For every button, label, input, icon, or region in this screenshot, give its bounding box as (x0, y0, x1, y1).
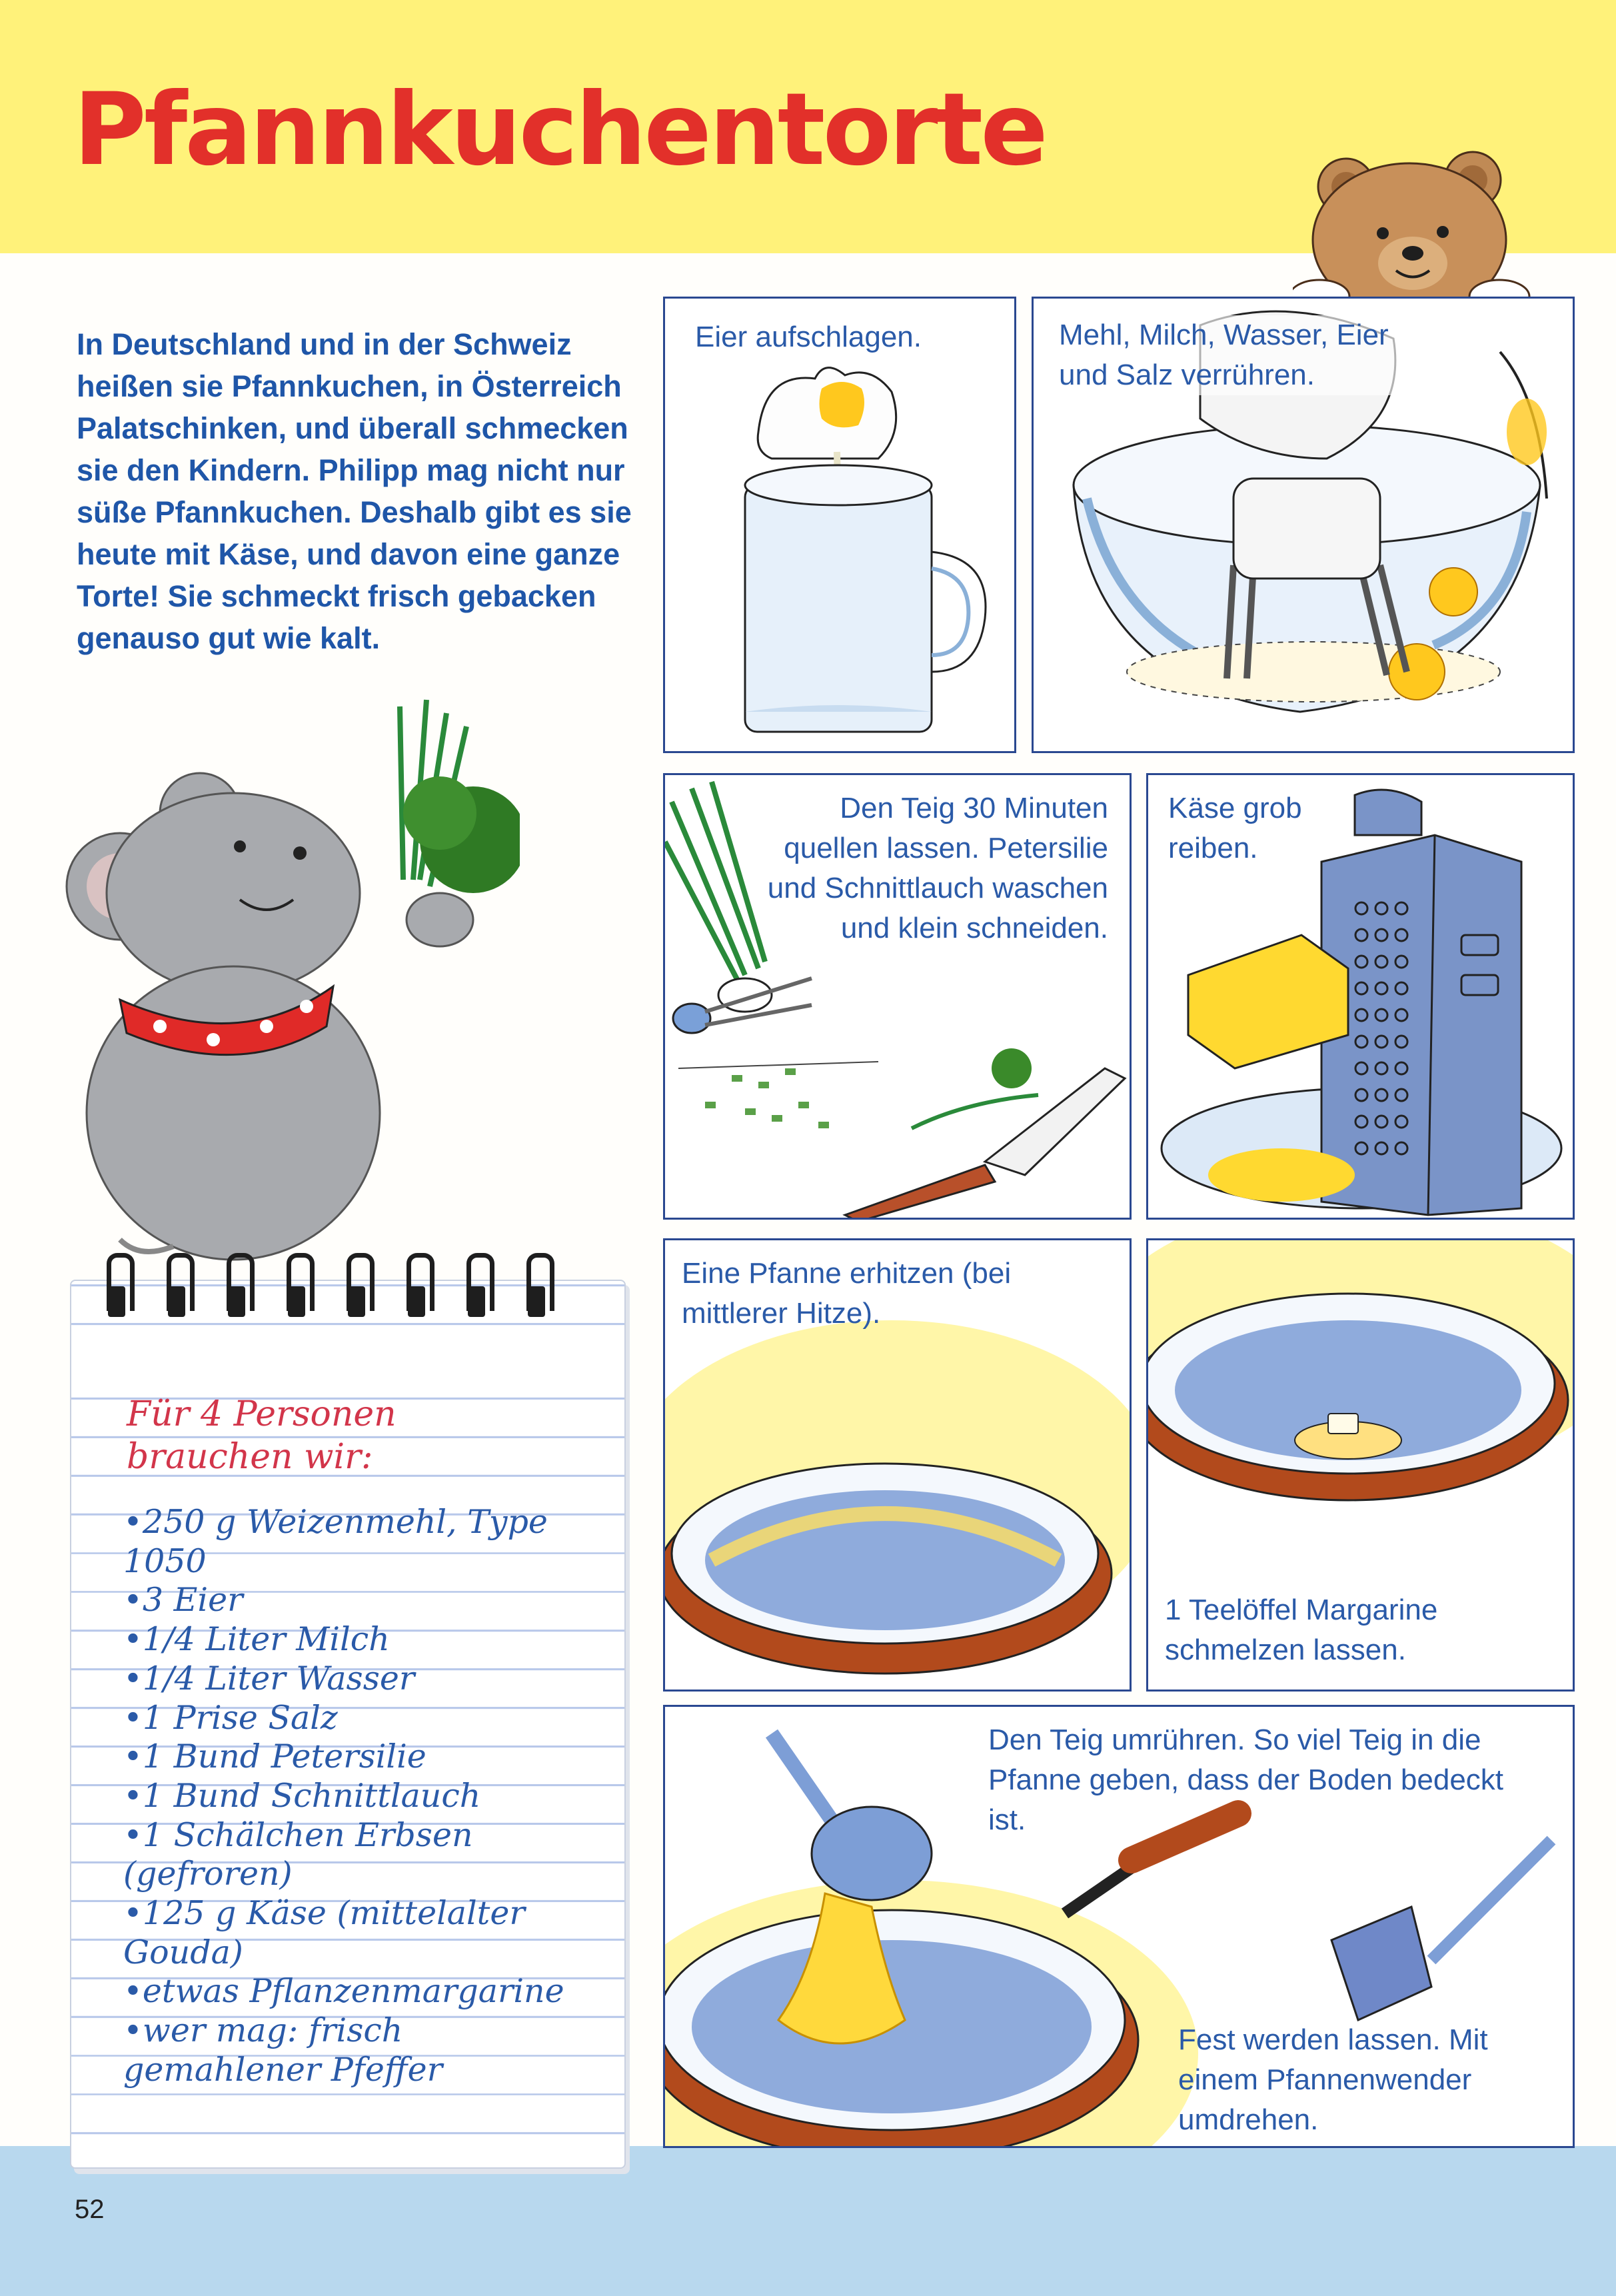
ingredient-item: • wer mag: frisch gemahlener Pfeffer (123, 2011, 603, 2089)
intro-text: In Deutschland und in der Schweiz heißen sie Pfannkuchen, in Österreich Palatschinken, und überall schmecken sie den Kindern. Philipp mag nicht nur süße Pfannkuchen. Deshalb gibt es sie heute mit Käse, und davon eine ganze Torte! Sie schmeckt frisch gebacken genauso gut wie kalt. (77, 327, 632, 655)
ingredient-item: • 1/4 Liter Wasser (123, 1660, 603, 1699)
cup-egg-illustration (665, 299, 1016, 753)
ingredients-heading-line2: brauchen wir: (127, 1437, 373, 1477)
ingredient-item: • 1 Schälchen Erbsen (gefroren) (123, 1816, 603, 1894)
step-pour-text: Den Teig umrühren. So viel Teig in die Pfanne geben, dass der Boden bedeckt ist. (988, 1723, 1504, 1836)
ingredient-item: • etwas Pflanzenmargarine (123, 1972, 603, 2011)
step-flip-text: Fest werden lassen. Mit einem Pfannenwender umdrehen. (1178, 2023, 1488, 2136)
page-title: Pfannkuchentorte (73, 72, 1046, 188)
step-eggs-text: Eier aufschlagen. (695, 321, 922, 353)
step-panel-dough (663, 773, 1132, 1220)
mouse-with-herbs-illustration (40, 680, 520, 1280)
ingredient-item: • 1 Bund Petersilie (123, 1737, 603, 1777)
step-panel-cheese (1146, 773, 1575, 1220)
step-panel-eggs (663, 297, 1016, 753)
step-cheese-text: Käse grob reiben. (1168, 792, 1302, 864)
page-number: 52 (75, 2195, 105, 2224)
step-panel-heat (663, 1238, 1132, 1692)
chopped-chives (705, 1068, 829, 1128)
step-panel-mix (1032, 297, 1575, 753)
step-panel-pour (663, 1705, 1575, 2148)
step-panel-margarine (1146, 1238, 1575, 1692)
ingredients-heading-line1: Für 4 Personen (127, 1394, 397, 1434)
step-mix-text: Mehl, Milch, Wasser, Eier und Salz verrühren. (1059, 315, 1432, 395)
step-dough-text: Den Teig 30 Minuten quellen lassen. Petersilie und Schnittlauch waschen und klein schneiden. (767, 792, 1108, 944)
step-heat-text: Eine Pfanne erhitzen (bei mittlerer Hitze). (682, 1257, 1012, 1330)
ingredient-item: • 250 g Weizenmehl, Type 1050 (123, 1503, 603, 1581)
teddy-bear-illustration (1293, 140, 1546, 313)
notepad-spiral-binding (107, 1253, 573, 1320)
ingredient-item: • 1 Bund Schnittlauch (123, 1777, 603, 1816)
ingredient-item: • 1/4 Liter Milch (123, 1620, 603, 1660)
ingredients-list (123, 1503, 603, 2090)
step-margarine-text: 1 Teelöffel Margarine schmelzen lassen. (1165, 1594, 1438, 1666)
ingredient-item: • 1 Prise Salz (123, 1699, 603, 1738)
ingredient-item: • 3 Eier (123, 1581, 603, 1620)
ingredient-item: • 125 g Käse (mittelalter Gouda) (123, 1894, 603, 1972)
ingredients-heading (127, 1393, 397, 1478)
